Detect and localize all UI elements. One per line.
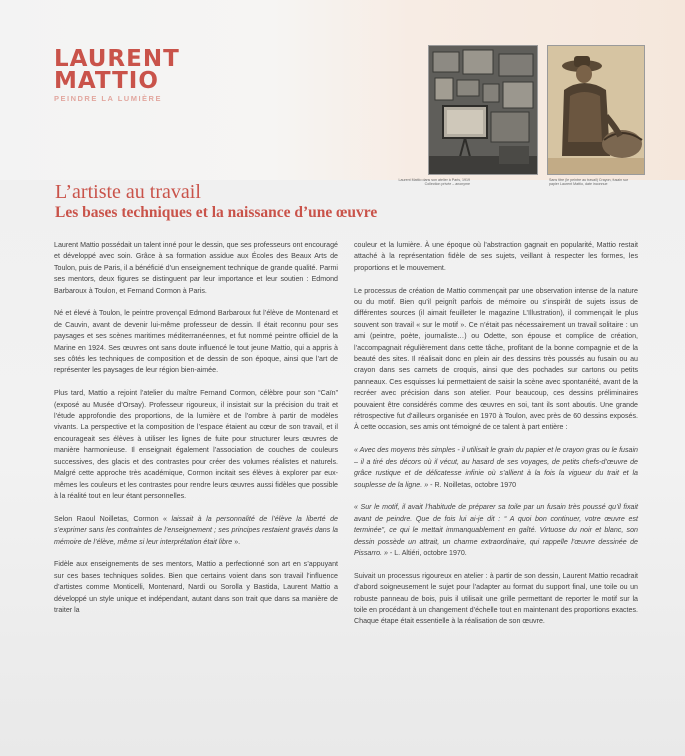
quote-altieri (354, 502, 638, 559)
paragraph-style-continued: couleur et la lumière. À une époque où l’abstraction gagnait en popularité, Mattio restait attaché à la représentation fidèle de ses sujets, veillant à respecter les formes, les proportions et le mouvement. (354, 241, 638, 272)
painter-drawing-illustration (548, 46, 645, 175)
paragraph-style: Fidèle aux enseignements de ses mentors, Mattio a perfectionné son art en s’appuyant sur ces bases techniques solides. Bien que certains voient dans son travail l’influence d’artistes comme Monticelli, Montenard, Nardi ou Sorolla y Bastida, Laurent Mattio a développé un style unique et indépendant, autant dans son trait que dans sa manière de traiter la (54, 560, 338, 614)
quote-altieri-source: - L. Altiéri, octobre 1970. (387, 548, 467, 557)
paragraph-barbaroux: Né et élevé à Toulon, le peintre provençal Edmond Barbaroux fut l’élève de Montenard et de Cauvin, avant de devenir lui-même professeur de dessin. Il était reconnu pour ses paysages et ses scènes maritimes méditerranéennes, et fut nommé peintre officiel de la Marine en 1924. Ses œuvres ont sans doute influencé le tout jeune Mattio, qui a appris à ses côtés les techniques de composition et de dessin de son époque, ainsi que l’art de représenter les paysages de leur région bien-aimée. (54, 309, 338, 375)
noilletas-end: ». (232, 537, 241, 546)
quote-noilletas-text: « Avec des moyens très simples - il utilisait le grain du papier et le crayon gras ou le fusain – il a tiré des décors où il vécut, au hasard de ses voyages, de petits chefs-d’œuvre de grâce rustique et de délicatesse infinie où s’allient à la fois la vigueur du trait et la souplesse de la ligne. » (354, 446, 638, 489)
quote-altieri-text: « Sur le motif, il avait l’habitude de préparer sa toile par un fusain très poussé qu’il fixait avant de peindre. Que de fois lui ai-je dit : “ A quoi bon continuer, votre œuvre est terminée”, ce qui le mettait immanquablement en gaîté. Virtuose du noir et blanc, son dessin possède un attrait, un charme extraordinaire, qui rappelle l’œuvre dessinée de Pissarro. » (354, 503, 638, 557)
quote-noilletas (354, 445, 638, 491)
studio-photo-caption: Laurent Mattio dans son atelier à Paris, 1919 Collection privée – anonyme (398, 178, 470, 187)
brand-logo (54, 48, 180, 103)
noilletas-quote: laissait à la personnalité de l’élève la liberté de s’exprimer sans les contraintes de l’enseignement ; ses principes restaient gravés dans la mémoire de l’élève, même si leur interprétation était libre (54, 514, 338, 546)
section-title: L’artiste au travail (55, 181, 201, 203)
section-subtitle: Les bases techniques et la naissance d’une œuvre (55, 204, 378, 221)
section-heading (55, 181, 655, 222)
brand-last-name: MATTIO (54, 68, 159, 94)
right-text-column (354, 240, 638, 639)
painter-drawing-caption: Sans titre (le peintre au travail) Crayon, fusain sur papier Laurent Mattio, date inconnue (549, 178, 629, 187)
studio-photo-illustration (429, 46, 538, 175)
brand-first-name: LAURENT (54, 46, 180, 72)
paragraph-cormon: Plus tard, Mattio a rejoint l’atelier du maître Fernand Cormon, célèbre pour son “Caïn” (exposé au Musée d’Orsay). Professeur rigoureux, il insistait sur la précision du trait et l’étude approfondie des proportions, de la lumière et de l’ombre à partir de modèles vivants. La perspective et la composition de l’espace étaient au cœur de son travail, et il encourageait ses élèves à utiliser les lignes de fuite pour structurer leurs œuvres de manière harmonieuse. Il enseignait également l’association de couches de couleurs successives, des glacis et des contrastes pour créer des volumes réalistes et naturels. Malgré cette approche très académique, Cormon incitait ses élèves à explorer par eux-mêmes les couleurs et les contrastes pour rendre leurs œuvres aussi fidèles que possible à la réalité tout en leur étant personnelles. (54, 389, 338, 500)
brand-tagline: PEINDRE LA LUMIÈRE (54, 94, 162, 103)
studio-photo (428, 45, 538, 175)
noilletas-lead: Selon Raoul Noilletas, Cormon « (54, 514, 172, 523)
left-text-column (54, 240, 338, 628)
paragraph-studio-process: Suivait un processus rigoureux en atelier : à partir de son dessin, Laurent Mattio recadrait d’abord soigneusement le sujet pour l’adapter au format du support final, une toile ou un robuste panneau de bois, puis il utilisait une grille permettant de reporter le motif sur la toile en procédant à un changement d’échelle tout en maintenant des proportions exactes. Chaque étape était essentielle à la réalisation de son œuvre. (354, 571, 638, 626)
paragraph-process: Le processus de création de Mattio commençait par une observation intense de la nature ou du motif. Bien qu’il peignît parfois de mémoire ou s’inspirât de sujets issus de différentes sources (il aimait feuilleter le magazine L’Illustration), il commençait le plus souvent son travail « sur le motif ». Ce n’était pas nécessairement un travail solitaire : un ami (peintre, poète, journaliste…) ou Odette, son épouse et complice de création, l’accompagnait régulièrement dans cette tâche, profitant de la bonne compagnie et de la beauté des sites. Il réalisait donc en plein air des dessins très poussés au fusain ou au crayon dans ses carnets de croquis, ainsi que des pochades sur cartons ou petits panneaux. Ces esquisses lui permettaient de saisir la scène avec spontanéité, avant de la recréer avec précision dans son atelier. Pour beaucoup, ces dessins préliminaires pouvaient être considérés comme des œuvres en soi, tant ils sont aboutis. Une grande rétrospective fut d’ailleurs organisée en 1970 à Toulon, avec près de 60 dessins exposés. À cette occasion, ses amis ont témoigné de ce talent à part entière : (354, 286, 638, 432)
paragraph-training: Laurent Mattio possédait un talent inné pour le dessin, que ses professeurs ont encouragé et développé avec soin. Grâce à sa formation assidue aux Écoles des Beaux Arts de Toulon, puis de Paris, il a bénéficié d’un enseignement technique de grande qualité. Parmi ses mentors, deux figures se distinguent par leur importance et leur soutien : Edmond Barbaroux à Toulon, et Fernand Cormon à Paris. (54, 241, 338, 295)
painter-drawing (547, 45, 645, 175)
paragraph-noilletas (54, 514, 338, 548)
quote-noilletas-source: - R. Noilletas, octobre 1970 (428, 480, 517, 489)
